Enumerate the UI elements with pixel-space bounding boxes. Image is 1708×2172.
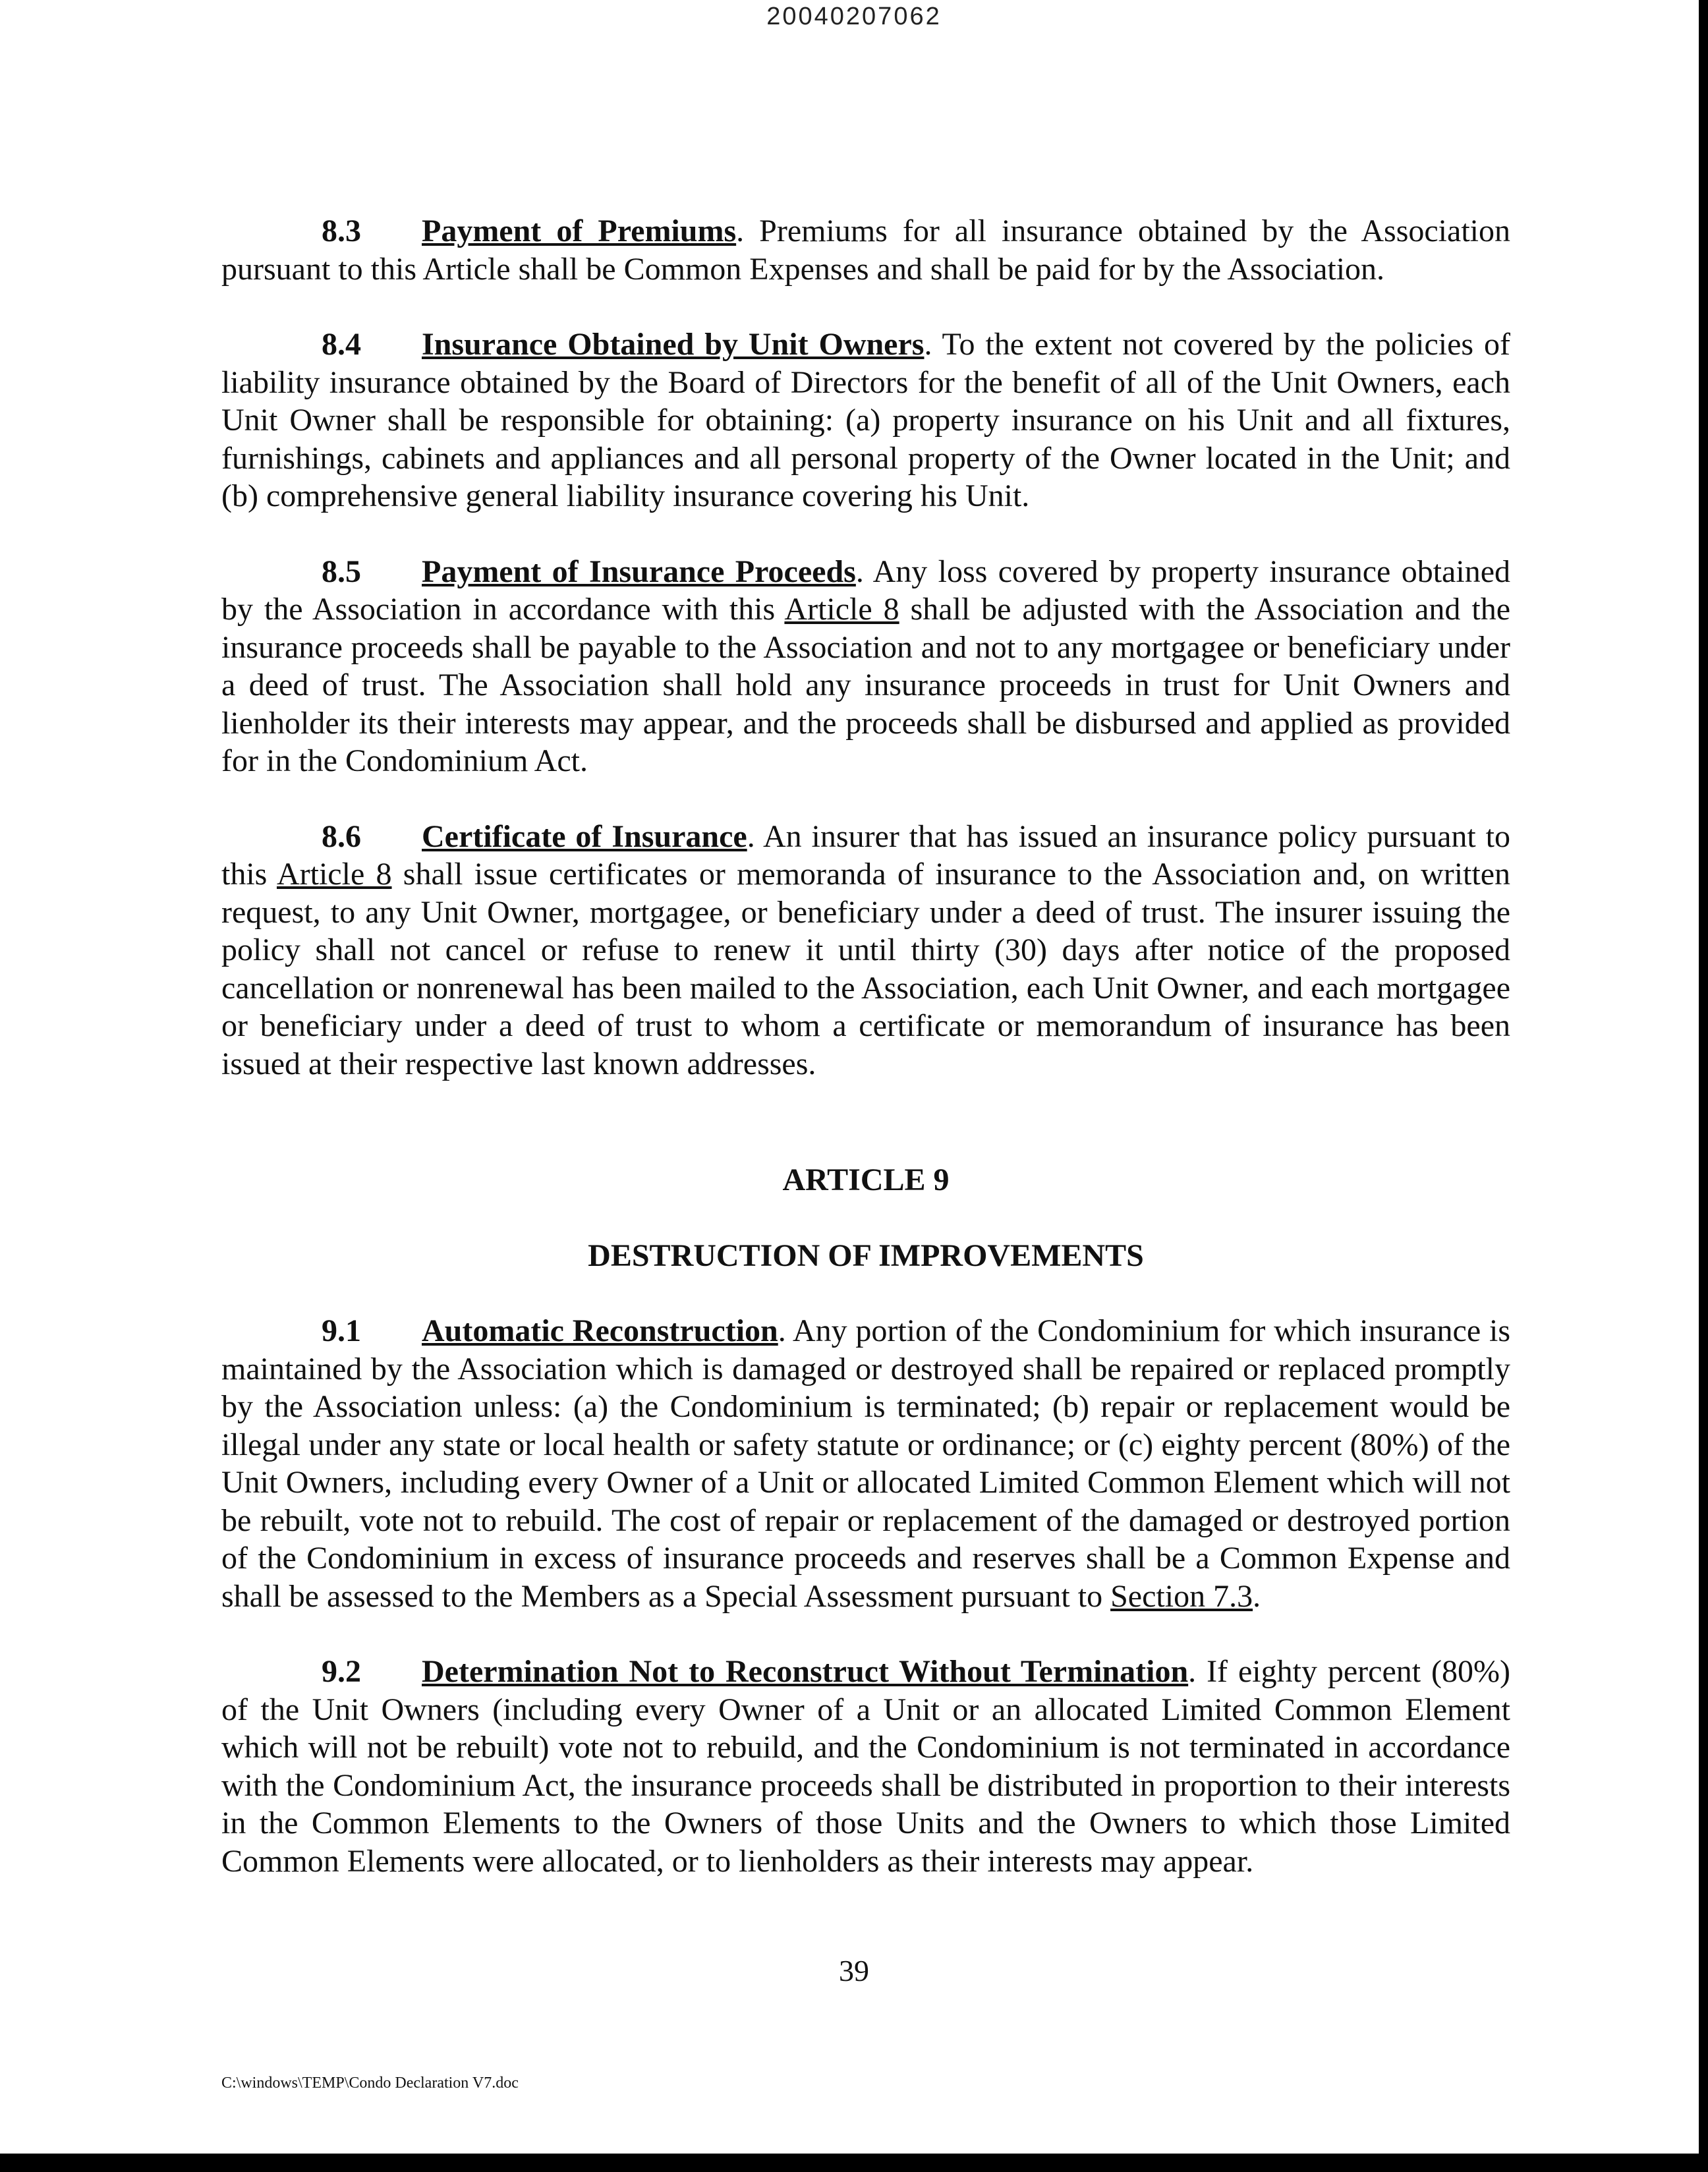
section-text: . Any portion of the Condominium for which insurance is maintained by the Association which is damaged or destroyed shall be repaired or replaced promptly by the Association unless: (a) the Condominium is terminated; (b) repair or replacement would be illegal under any state or local health or safety statute or ordinance; or (c) eighty percent (80%) of the Unit Owners, including every Owner of a Unit or allocated Limited Common Element which will not be rebuilt, vote not to rebuild. The cost of repair or replacement of the damaged or destroyed portion of the Condominium in excess of insurance proceeds and reserves shall be a Common Expense and shall be assessed to the Members as a Special Assessment pursuant to xyxy=(221,1313,1511,1614)
section-heading: Automatic Reconstruction xyxy=(422,1313,778,1348)
section-text: . An insurer that has issued an insurance policy pursuant to this xyxy=(221,818,1510,892)
section-heading: Payment of Insurance Proceeds xyxy=(422,554,856,589)
section-8-3 xyxy=(221,212,1510,288)
section-text: . xyxy=(1253,1578,1261,1614)
page-number: 39 xyxy=(839,1954,869,1987)
section-8-4 xyxy=(221,326,1510,515)
article-title: DESTRUCTION OF IMPROVEMENTS xyxy=(588,1238,1144,1273)
cross-reference: Article 8 xyxy=(784,592,899,627)
footer-file-path: C:\windows\TEMP\Condo Declaration V7.doc xyxy=(221,2074,519,2092)
section-8-6 xyxy=(221,818,1510,1083)
section-text: . If eighty percent (80%) of the Unit Owners (including every Owner of a Unit or an allocated Limited Common Element which will not be rebuilt) vote not to rebuild, and the Condominium is not terminated in accordance with the Condominium Act, the insurance proceeds shall be distributed in proportion to their interests in the Common Elements to the Owners of those Units and the Owners to which those Limited Common Elements were allocated, or to lienholders as their interests may appear. xyxy=(221,1654,1510,1879)
section-heading: Payment of Premiums xyxy=(422,214,737,248)
section-text: . Any loss covered by property insurance obtained by the Association in accordance with this xyxy=(221,554,1510,627)
section-number: 8.3 xyxy=(322,214,361,248)
section-heading: Certificate of Insurance xyxy=(422,818,747,854)
section-text: . To the extent not covered by the policies of liability insurance obtained by the Board of Directors for the benefit of all of the Unit Owners, each Unit Owner shall be responsible for obtaining: (a) property insurance on his Unit and all fixtures, furnishings, cabinets and appliances and all personal property of the Owner located in the Unit; and (b) comprehensive general liability insurance covering his Unit. xyxy=(221,327,1511,513)
section-text: . Premiums for all insurance obtained by the Association pursuant to this Article shall be Common Expenses and shall be paid for by the Association. xyxy=(221,214,1510,287)
cross-reference: Article 8 xyxy=(276,857,392,892)
section-number: 8.4 xyxy=(322,327,361,362)
cross-reference: Section 7.3 xyxy=(1110,1578,1253,1614)
scan-border-right xyxy=(1699,0,1708,2172)
document-number: 20040207062 xyxy=(766,3,942,30)
section-number: 9.2 xyxy=(322,1654,361,1689)
section-heading: Insurance Obtained by Unit Owners xyxy=(422,327,925,362)
section-heading: Determination Not to Reconstruct Without Termination xyxy=(422,1654,1189,1689)
document-body xyxy=(221,212,1510,1918)
section-text: shall be adjusted with the Association and the insurance proceeds shall be payable to the Association and not to any mortgagee or beneficiary under a deed of trust. The Association shall hold any insurance proceeds in trust for Unit Owners and lienholder its their interests may appear, and the proceeds shall be disbursed and applied as provided for in the Condominium Act. xyxy=(221,592,1511,778)
section-number: 8.5 xyxy=(322,554,361,589)
scan-border-bottom xyxy=(0,2154,1708,2172)
section-number: 9.1 xyxy=(322,1313,361,1348)
section-text: shall issue certificates or memoranda of insurance to the Association and, on written request, to any Unit Owner, mortgagee, or beneficiary under a deed of trust. The insurer issuing the policy shall not cancel or refuse to renew it until thirty (30) days after notice of the proposed cancellation or nonrenewal has been mailed to the Association, each Unit Owner, and each mortgagee or beneficiary under a deed of trust to whom a certificate or memorandum of insurance has been issued at their respective last known addresses. xyxy=(221,857,1511,1081)
section-number: 8.6 xyxy=(322,818,361,854)
article-label: ARTICLE 9 xyxy=(782,1162,950,1197)
section-8-5 xyxy=(221,553,1510,780)
section-9-1 xyxy=(221,1312,1510,1615)
section-9-2 xyxy=(221,1653,1510,1880)
